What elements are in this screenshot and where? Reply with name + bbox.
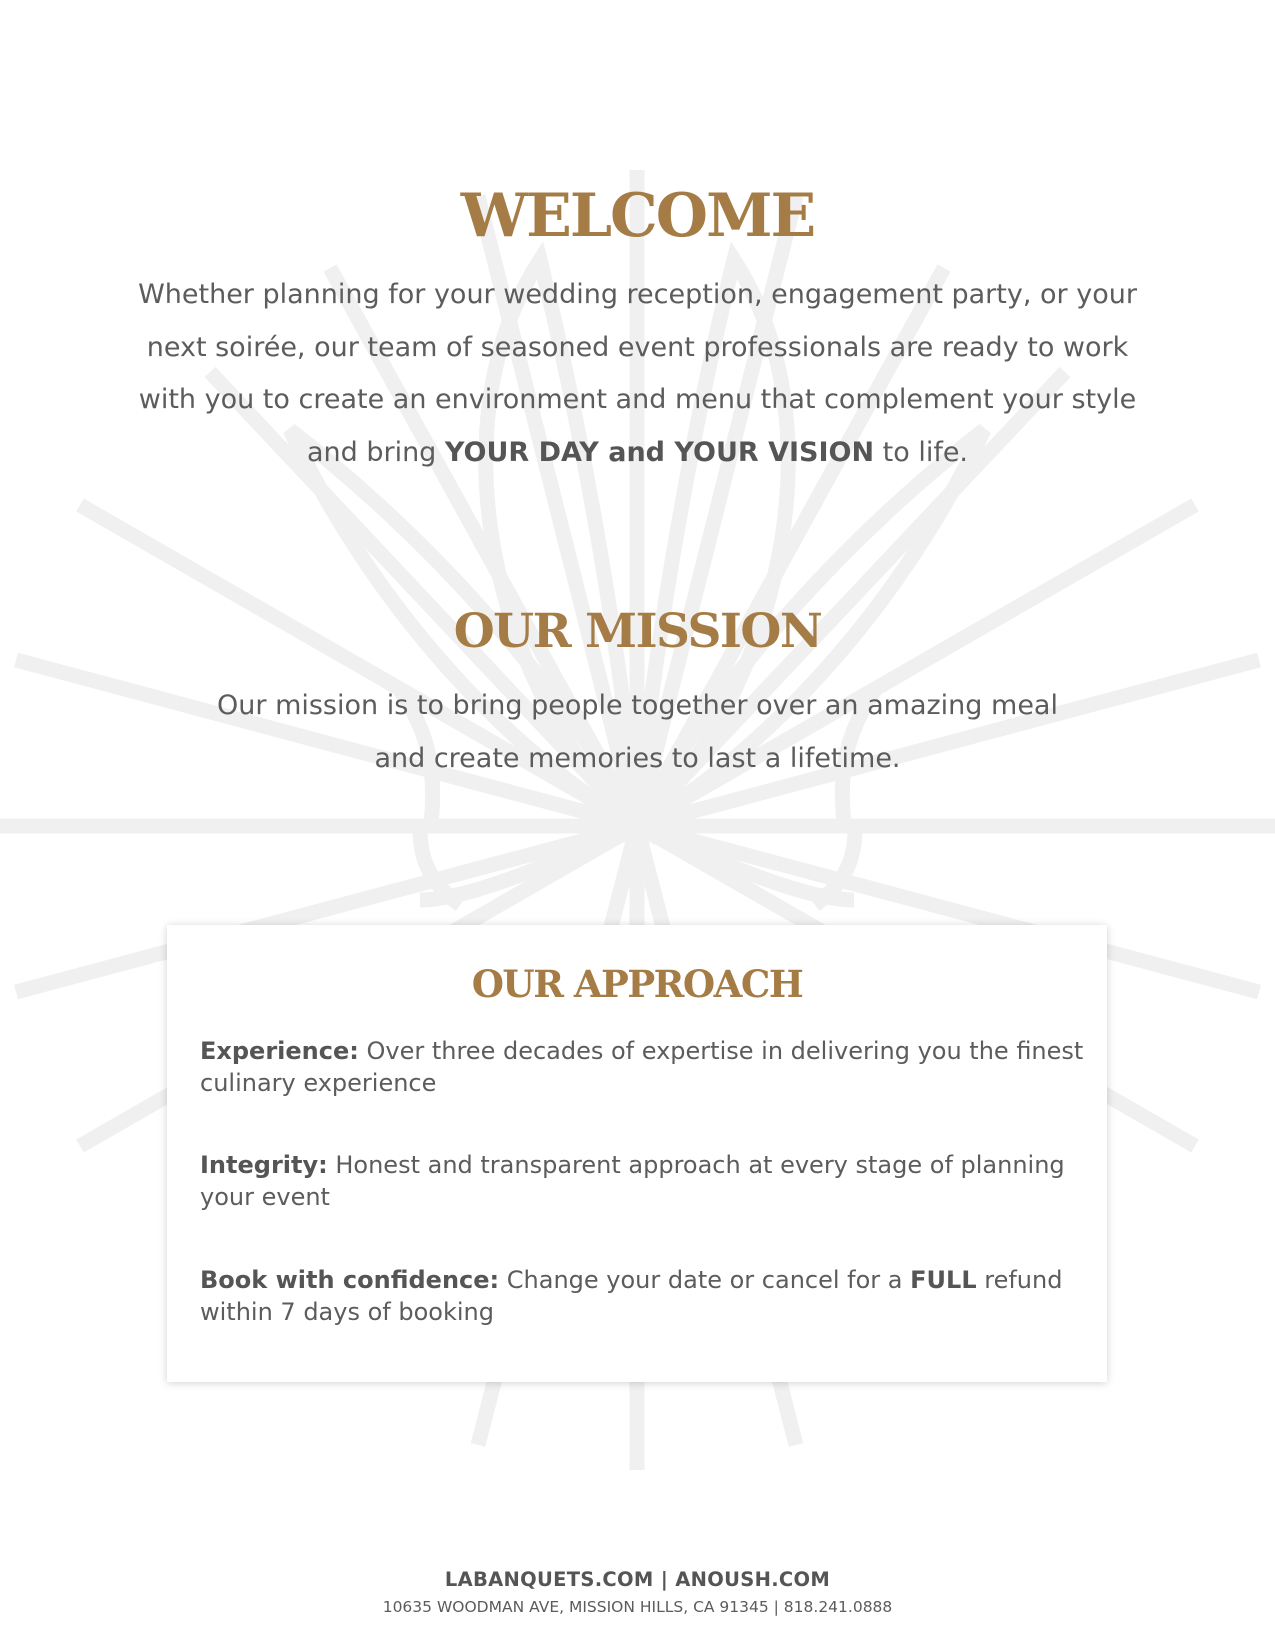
approach-item-text: Over three decades of expertise in delivering you the finest [358,1037,1084,1065]
approach-item-booking [200,1264,1080,1328]
mission-line: and create memories to last a lifetime. [374,742,901,774]
footer [0,1565,1275,1619]
approach-title: OUR APPROACH [471,962,803,1006]
approach-item-experience [200,1035,1084,1099]
approach-card [167,925,1107,1382]
welcome-line: with you to create an environment and menu that complement your style [138,384,1137,415]
approach-item-text: Change your date or cancel for a [499,1266,911,1294]
footer-websites: LABANQUETS.COM | ANOUSH.COM [444,1568,831,1591]
approach-item-label: Book with confidence: [200,1266,500,1294]
approach-item-label: Experience: [200,1037,359,1065]
welcome-last-line-suffix: to life. [874,436,969,468]
approach-item-integrity [200,1149,1080,1213]
mission-paragraph [150,680,1125,785]
approach-item-text: Honest and transparent approach at every stage of planning [327,1151,1065,1179]
welcome-emphasis: YOUR DAY and YOUR VISION [444,436,875,468]
welcome-title: WELCOME [460,181,815,251]
approach-item-line: culinary experience [200,1069,437,1097]
welcome-last-line-prefix: and bring [306,436,445,468]
approach-item-line: within 7 days of booking [200,1298,494,1326]
welcome-line: next soirée, our team of seasoned event professionals are ready to work [146,331,1129,363]
approach-item-text-suffix: refund [976,1266,1063,1294]
approach-item-label: Integrity: [200,1151,328,1179]
mission-line: Our mission is to bring people together over an amazing meal [217,690,1058,721]
footer-address: 10635 WOODMAN AVE, MISSION HILLS, CA 91345 | 818.241.0888 [382,1598,893,1616]
approach-item-line [200,1035,1084,1067]
welcome-line [100,427,1175,480]
welcome-line: Whether planning for your wedding reception, engagement party, or your [138,279,1137,310]
full-refund-emphasis: FULL [910,1266,977,1294]
approach-item-line [200,1264,1080,1296]
welcome-paragraph [100,269,1175,479]
approach-item-line: your event [200,1183,330,1211]
mission-title: OUR MISSION [453,604,822,659]
approach-item-line [200,1149,1080,1181]
